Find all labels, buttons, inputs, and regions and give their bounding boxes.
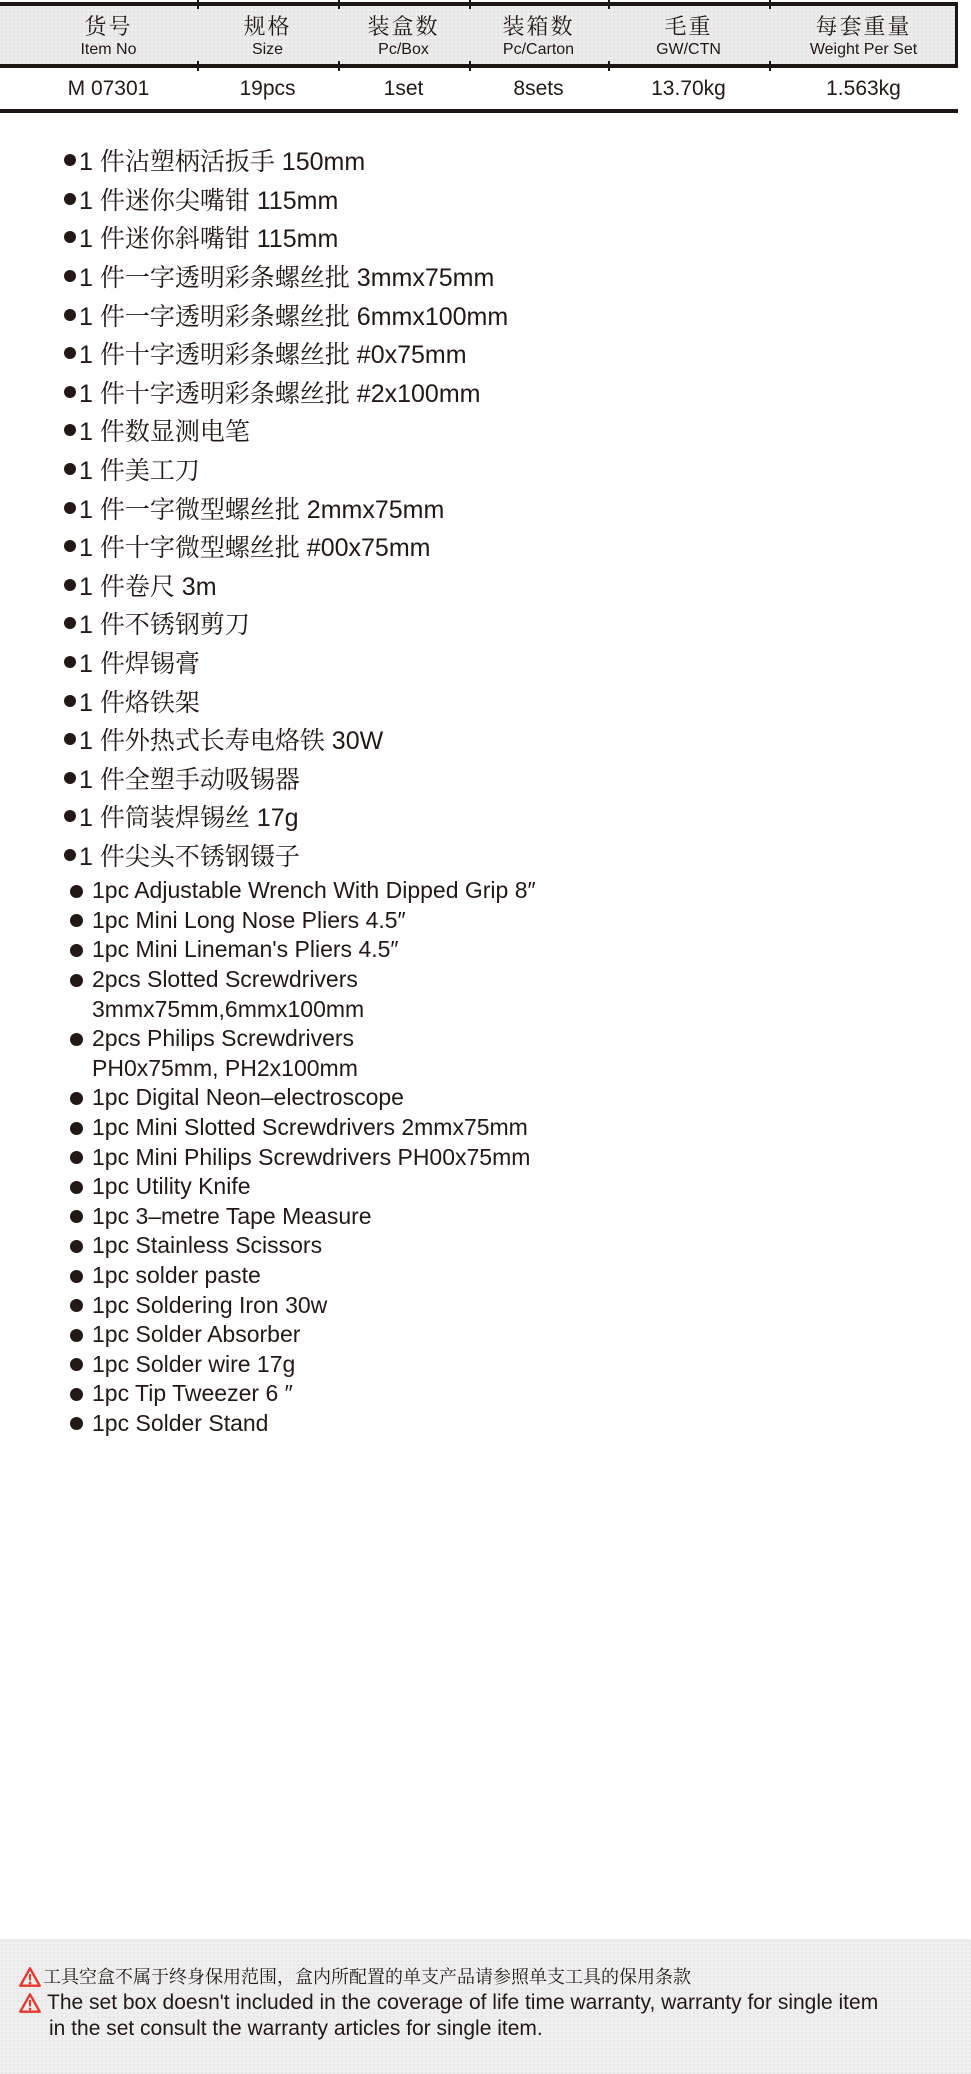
item-text-zh: 1 件全塑手动吸锡器 — [79, 765, 300, 794]
column-divider-tick — [338, 0, 340, 9]
column-header — [197, 6, 338, 64]
item-text-en: 1pc solder paste — [92, 1262, 261, 1288]
item-text-en: 1pc Tip Tweezer 6 ″ — [92, 1380, 293, 1407]
item-text-zh: 1 件十字微型螺丝批 #00x75mm — [79, 534, 431, 563]
warranty-text-zh: 工具空盒不属于终身保用范围，盒内所配置的单支产品请参照单支工具的保用条款 — [43, 1967, 691, 1987]
column-header — [769, 6, 958, 64]
item-text-en: 2pcs Philips Screwdrivers — [92, 1025, 355, 1052]
list-item — [64, 836, 971, 875]
list-item — [64, 527, 971, 566]
list-item — [64, 681, 971, 720]
item-text-zh: 1 件迷你尖嘴钳 115mm — [79, 186, 339, 215]
column-header-zh: 装箱数 — [502, 13, 575, 39]
list-item — [64, 488, 971, 527]
item-text-zh: 1 件十字透明彩条螺丝批 #0x75mm — [79, 341, 467, 370]
warranty-text-en-line1: The set box doesn't included in the coverage of life time warranty, warranty for single item — [47, 1991, 879, 2014]
list-item — [70, 1291, 971, 1321]
list-item — [64, 450, 971, 489]
bullet-icon — [70, 1417, 83, 1430]
column-header-en: Weight Per Set — [809, 40, 918, 58]
item-text-zh: 1 件焊锡膏 — [79, 650, 200, 679]
bullet-icon — [64, 154, 76, 166]
list-item — [70, 1113, 971, 1143]
warranty-note — [0, 1939, 971, 2074]
bullet-icon — [64, 424, 76, 436]
item-text-en: 1pc Solder wire 17g — [92, 1350, 296, 1377]
column-header — [0, 6, 197, 64]
item-text-zh: 1 件美工刀 — [79, 457, 200, 486]
bullet-icon — [64, 231, 76, 243]
table-cell: M 07301 — [67, 76, 150, 100]
bullet-icon — [70, 1151, 83, 1164]
bullet-icon — [64, 849, 76, 861]
item-text-zh: 1 件一字微型螺丝批 2mmx75mm — [79, 495, 445, 524]
item-text-zh: 1 件筒装焊锡丝 17g — [79, 804, 299, 833]
bullet-icon — [70, 1122, 83, 1135]
bullet-icon — [64, 309, 76, 321]
item-text-zh: 1 件卷尺 3m — [79, 572, 217, 601]
item-text-en: 3mmx75mm,6mmx100mm — [92, 995, 365, 1022]
item-text-en: 1pc Adjustable Wrench With Dipped Grip 8″ — [92, 877, 536, 904]
bullet-icon — [64, 540, 76, 552]
item-text-en: 1pc Mini Philips Screwdrivers PH00x75mm — [92, 1143, 531, 1170]
column-divider-tick — [338, 61, 340, 71]
list-item — [70, 1379, 971, 1409]
list-item — [64, 604, 971, 643]
bullet-icon — [64, 502, 76, 514]
spec-table-header — [0, 2, 958, 68]
warranty-line-zh — [19, 1964, 971, 1990]
item-text-en: 1pc Soldering Iron 30w — [92, 1291, 328, 1318]
column-header — [608, 6, 769, 64]
item-text-zh: 1 件尖头不锈钢镊子 — [79, 842, 300, 871]
item-text-zh: 1 件烙铁架 — [79, 688, 200, 717]
column-divider-tick — [769, 61, 771, 71]
bullet-icon — [64, 579, 76, 591]
item-text-en: 1pc Solder Stand — [92, 1409, 269, 1436]
list-item — [64, 797, 971, 836]
column-divider-tick — [197, 61, 199, 71]
column-header-en: Item No — [80, 40, 137, 58]
item-text-zh: 1 件不锈钢剪刀 — [79, 611, 250, 640]
item-text-zh: 1 件数显测电笔 — [79, 418, 250, 447]
list-item — [64, 295, 971, 334]
column-divider-tick — [608, 0, 610, 9]
warranty-line-en-1 — [19, 1990, 971, 2016]
item-text-en: PH0x75mm, PH2x100mm — [92, 1054, 358, 1081]
list-item — [64, 334, 971, 373]
bullet-icon — [70, 1329, 83, 1342]
bullet-icon — [64, 695, 76, 707]
list-item — [64, 566, 971, 605]
bullet-icon — [70, 974, 83, 987]
item-text-zh: 1 件十字透明彩条螺丝批 #2x100mm — [79, 379, 481, 408]
contents-list-en — [0, 876, 971, 1438]
list-item — [70, 906, 971, 936]
list-item — [64, 180, 971, 219]
item-text-en: 1pc 3–metre Tape Measure — [92, 1202, 372, 1229]
item-text-zh: 1 件外热式长寿电烙铁 30W — [79, 727, 384, 756]
list-item — [64, 373, 971, 412]
item-text-en: 1pc Mini Slotted Screwdrivers 2mmx75mm — [92, 1114, 528, 1141]
list-item — [70, 876, 971, 906]
table-cell: 1set — [383, 76, 424, 100]
table-cell: 1.563kg — [826, 76, 901, 100]
spec-table-row — [0, 68, 958, 113]
list-item — [70, 1350, 971, 1380]
item-text-zh: 1 件一字透明彩条螺丝批 3mmx75mm — [79, 264, 495, 293]
list-item — [64, 643, 971, 682]
column-divider-tick — [608, 61, 610, 71]
column-header-zh: 规格 — [243, 13, 292, 39]
bullet-icon — [70, 1033, 83, 1046]
bullet-icon — [64, 347, 76, 359]
warranty-text-en-line2: in the set consult the warranty articles for single item. — [49, 2017, 543, 2040]
bullet-icon — [70, 914, 83, 927]
column-header-zh: 每套重量 — [815, 13, 912, 39]
warranty-line-en-2 — [49, 2016, 971, 2042]
list-item — [70, 1024, 971, 1083]
bullet-icon — [64, 772, 76, 784]
bullet-icon — [70, 1181, 83, 1194]
column-header-en: Size — [251, 40, 284, 58]
list-item — [70, 1172, 971, 1202]
column-divider-tick — [469, 61, 471, 71]
column-header-en: GW/CTN — [656, 40, 721, 58]
bullet-icon — [64, 270, 76, 282]
list-item — [70, 1409, 971, 1439]
list-item — [70, 1083, 971, 1113]
bullet-icon — [70, 1299, 83, 1312]
column-header — [338, 6, 469, 64]
bullet-icon — [70, 1388, 83, 1401]
list-item — [64, 141, 971, 180]
item-text-en: 1pc Mini Long Nose Pliers 4.5″ — [92, 906, 406, 933]
item-text-en: 2pcs Slotted Screwdrivers — [92, 966, 358, 993]
list-item — [70, 935, 971, 965]
column-header-zh: 装盒数 — [367, 13, 440, 39]
bullet-icon — [70, 944, 83, 957]
table-cell: 13.70kg — [651, 76, 726, 100]
table-cell: 19pcs — [239, 76, 296, 100]
list-item — [70, 965, 971, 1024]
column-divider-tick — [769, 0, 771, 9]
bullet-icon — [64, 463, 76, 475]
list-item — [70, 1231, 971, 1261]
list-item — [64, 257, 971, 296]
list-item — [64, 218, 971, 257]
bullet-icon — [70, 885, 83, 898]
bullet-icon — [64, 193, 76, 205]
bullet-icon — [64, 810, 76, 822]
column-header-zh: 毛重 — [664, 13, 713, 39]
item-text-en: 1pc Digital Neon–electroscope — [92, 1084, 404, 1111]
item-text-en: 1pc Mini Lineman's Pliers 4.5″ — [92, 936, 399, 963]
bullet-icon — [70, 1270, 83, 1283]
bullet-icon — [64, 733, 76, 745]
list-item — [70, 1261, 971, 1291]
bullet-icon — [64, 617, 76, 629]
list-item — [64, 411, 971, 450]
bullet-icon — [70, 1240, 83, 1253]
column-header-zh: 货号 — [84, 13, 133, 39]
column-header-en: Pc/Carton — [502, 40, 575, 58]
bullet-icon — [70, 1358, 83, 1371]
item-text-zh: 1 件一字透明彩条螺丝批 6mmx100mm — [79, 302, 509, 331]
column-divider-tick — [197, 0, 199, 9]
spec-sheet — [0, 2, 971, 2040]
list-item — [64, 759, 971, 798]
item-text-zh: 1 件迷你斜嘴钳 115mm — [79, 225, 339, 254]
list-item — [70, 1320, 971, 1350]
bullet-icon — [64, 386, 76, 398]
item-text-en: 1pc Utility Knife — [92, 1173, 251, 1200]
bullet-icon — [70, 1210, 83, 1223]
list-item — [64, 720, 971, 759]
contents-list-zh — [0, 141, 971, 874]
bullet-icon — [64, 656, 76, 668]
spec-table — [0, 2, 958, 113]
column-header — [469, 6, 608, 64]
item-text-en: 1pc Solder Absorber — [92, 1321, 301, 1348]
column-header-en: Pc/Box — [378, 40, 429, 58]
column-divider-tick — [469, 0, 471, 9]
table-cell: 8sets — [513, 76, 564, 100]
warning-icon — [19, 1992, 41, 2014]
list-item — [70, 1143, 971, 1173]
list-item — [70, 1202, 971, 1232]
bullet-icon — [70, 1092, 83, 1105]
item-text-en: 1pc Stainless Scissors — [92, 1232, 323, 1259]
item-text-zh: 1 件沾塑柄活扳手 150mm — [79, 148, 366, 177]
warning-icon — [19, 1966, 41, 1988]
